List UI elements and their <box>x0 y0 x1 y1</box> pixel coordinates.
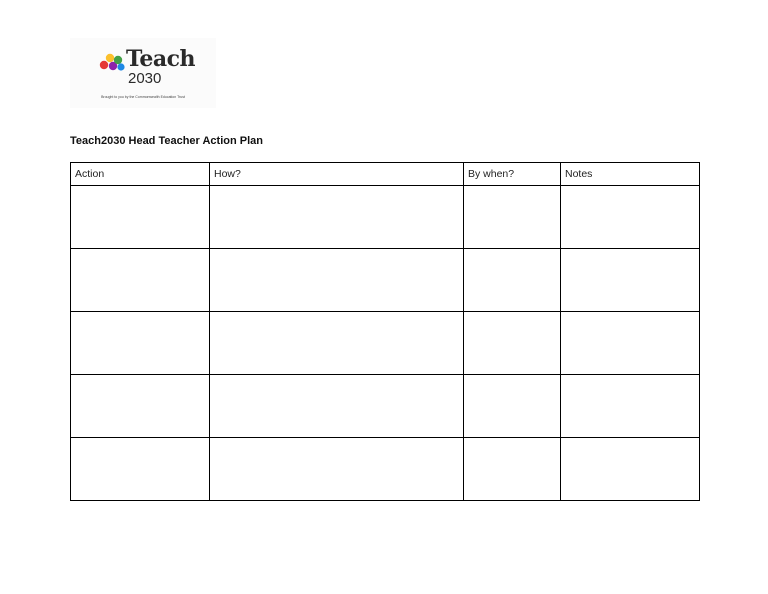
table-row <box>71 438 700 501</box>
how-cell[interactable] <box>210 438 464 501</box>
action-cell[interactable] <box>71 312 210 375</box>
how-cell[interactable] <box>210 186 464 249</box>
by-when-cell[interactable] <box>464 375 561 438</box>
notes-cell[interactable] <box>561 312 700 375</box>
how-cell[interactable] <box>210 375 464 438</box>
notes-cell[interactable] <box>561 186 700 249</box>
how-cell[interactable] <box>210 312 464 375</box>
logo-wordmark: Teach <box>126 46 195 72</box>
notes-cell[interactable] <box>561 375 700 438</box>
column-header-by-when: By when? <box>464 163 561 186</box>
action-cell[interactable] <box>71 375 210 438</box>
action-cell[interactable] <box>71 186 210 249</box>
action-cell[interactable] <box>71 438 210 501</box>
action-plan-table <box>70 162 700 501</box>
table-row <box>71 312 700 375</box>
logo-year: 2030 <box>128 70 162 87</box>
table-row <box>71 375 700 438</box>
table-header-row <box>71 163 700 186</box>
table-row <box>71 249 700 312</box>
by-when-cell[interactable] <box>464 312 561 375</box>
colored-dots-logo-icon <box>98 52 126 72</box>
column-header-how: How? <box>210 163 464 186</box>
action-cell[interactable] <box>71 249 210 312</box>
by-when-cell[interactable] <box>464 186 561 249</box>
teach2030-logo <box>70 38 216 108</box>
notes-cell[interactable] <box>561 438 700 501</box>
document-title: Teach2030 Head Teacher Action Plan <box>70 135 263 147</box>
by-when-cell[interactable] <box>464 438 561 501</box>
column-header-notes: Notes <box>561 163 700 186</box>
by-when-cell[interactable] <box>464 249 561 312</box>
notes-cell[interactable] <box>561 249 700 312</box>
column-header-action: Action <box>71 163 210 186</box>
logo-tagline: Brought to you by the Commonwealth Education Trust <box>101 95 185 99</box>
table-row <box>71 186 700 249</box>
how-cell[interactable] <box>210 249 464 312</box>
